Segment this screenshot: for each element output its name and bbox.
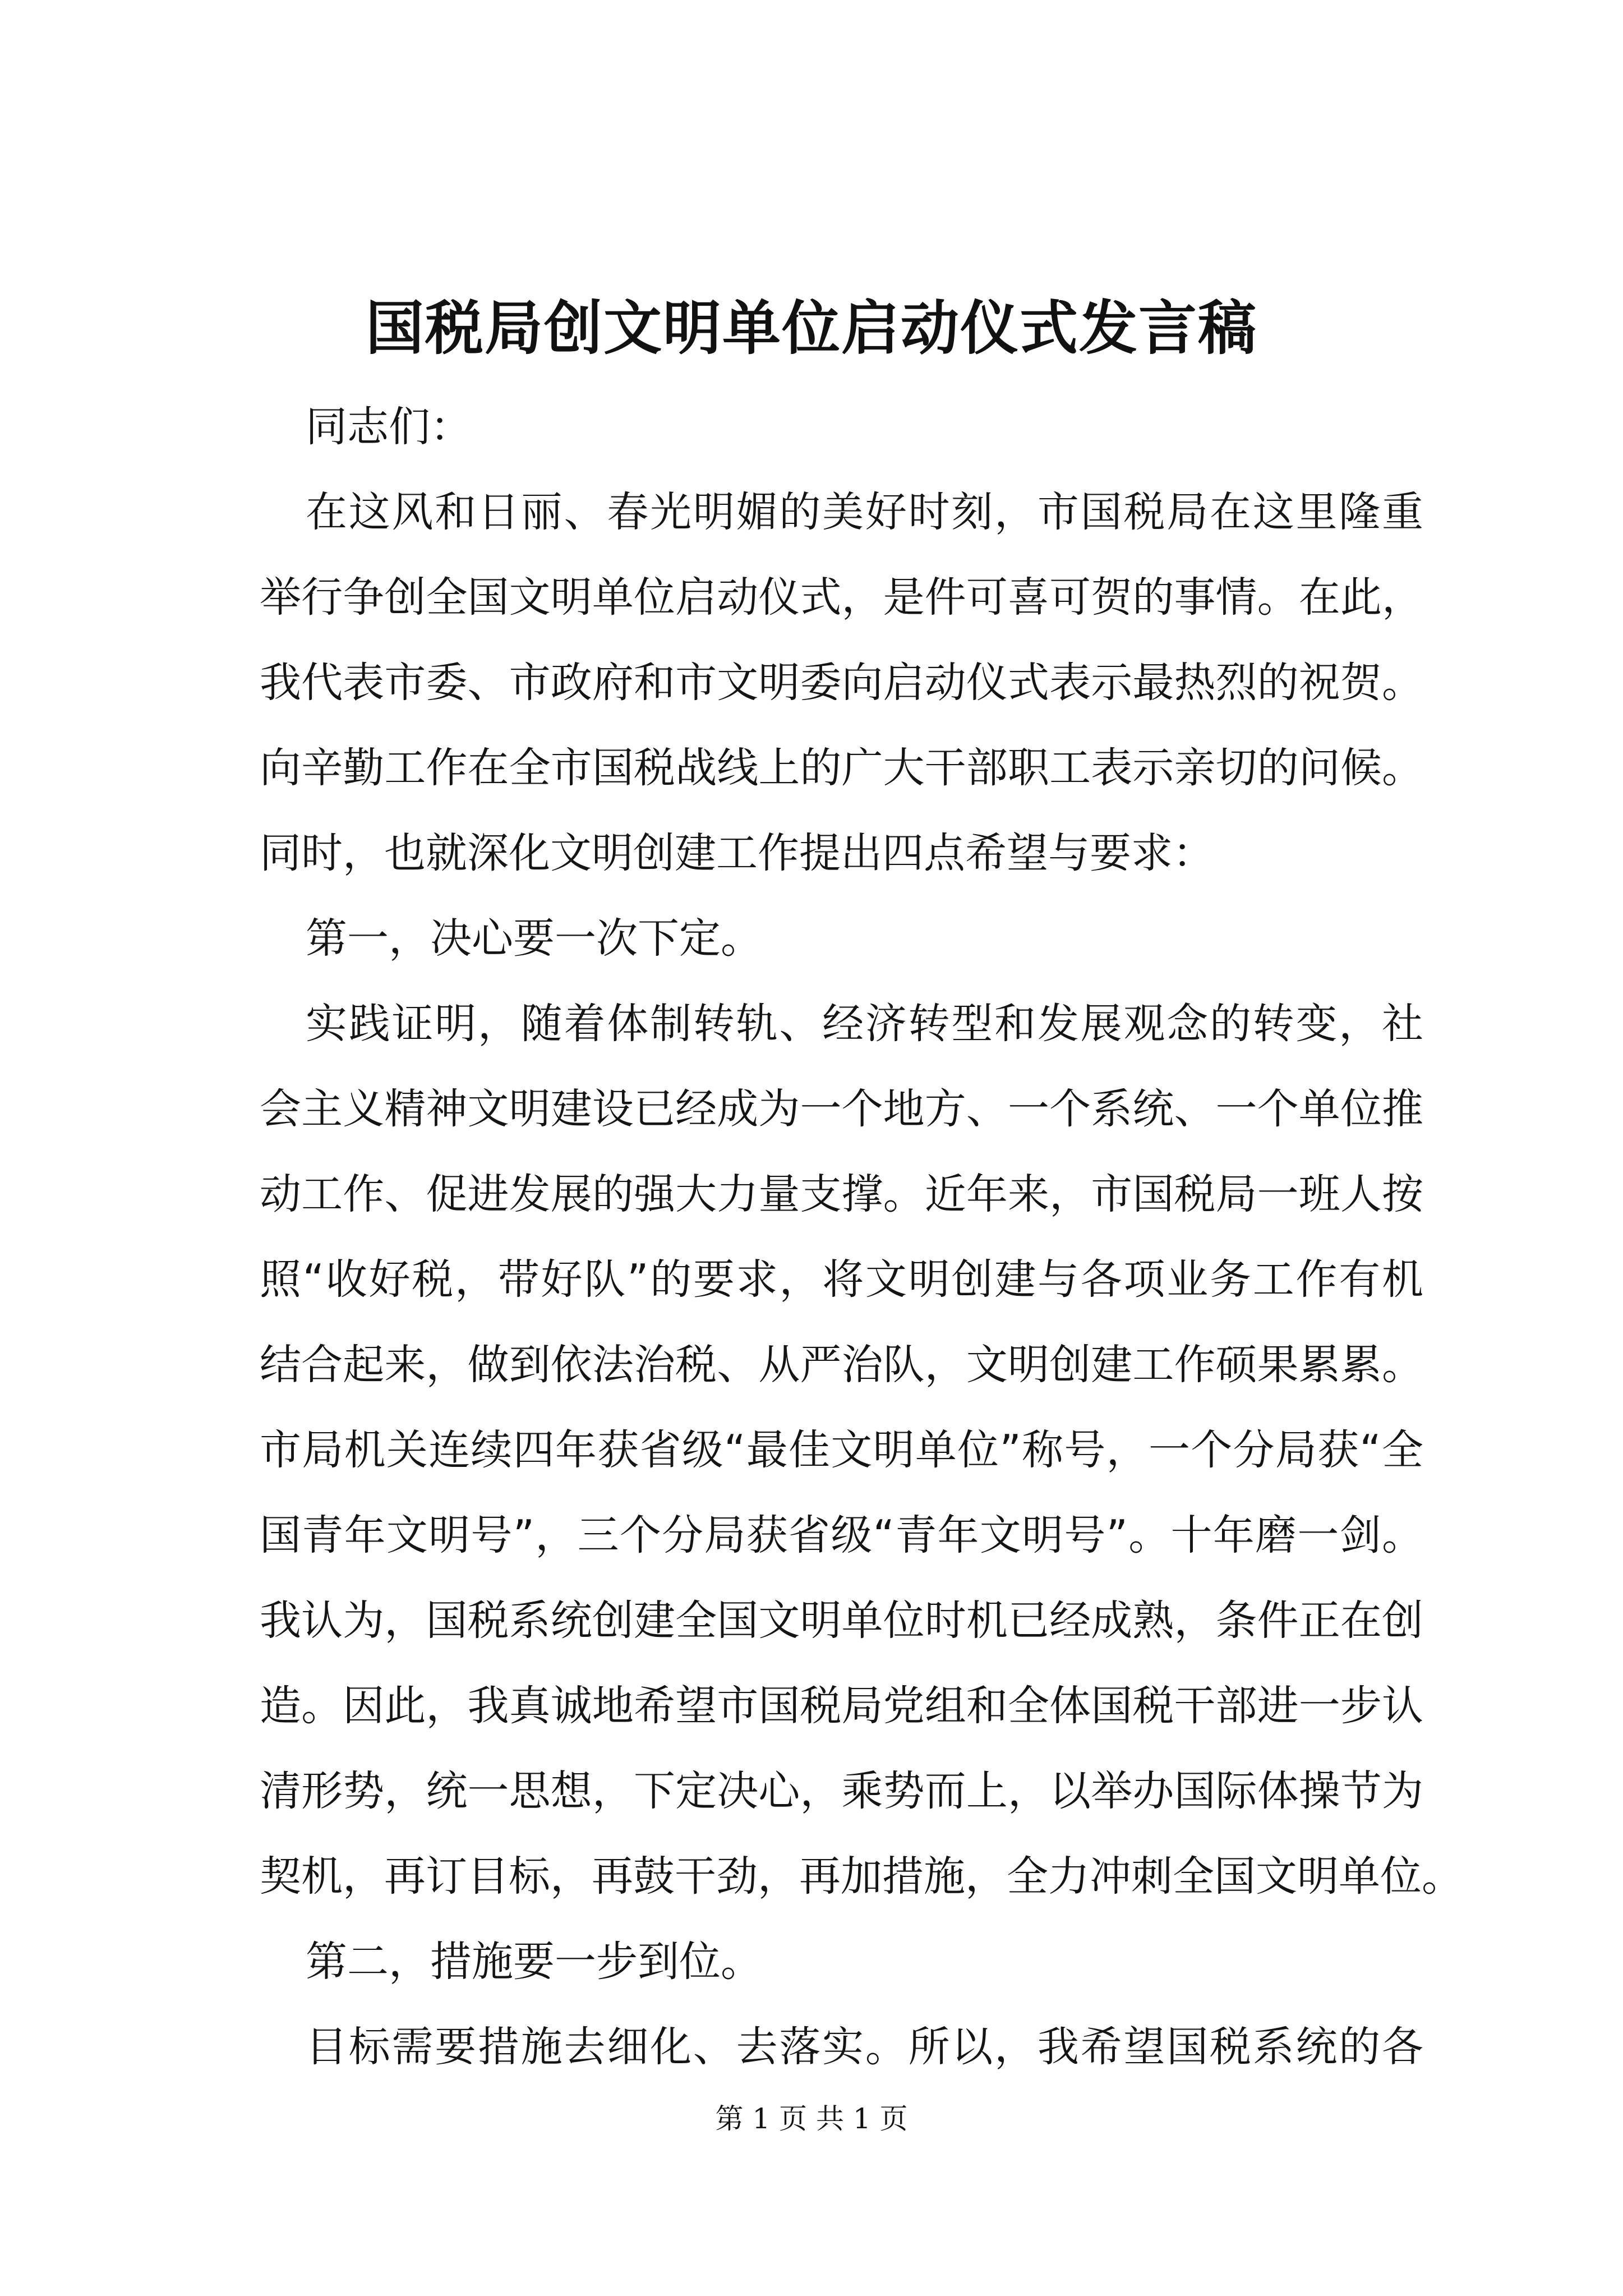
paragraph-line: 同时，也就深化文明创建工作提出四点希望与要求： [260,829,1214,877]
paragraph-line: 在这风和日丽、春光明媚的美好时刻，市国税局在这里隆重 [306,488,1423,536]
paragraph-line: 国青年文明号”，三个分局获省级“青年文明号”。十年磨一剑。 [260,1511,1423,1559]
page-number: 第 1 页 共 1 页 [715,2102,908,2135]
paragraph-line: 照“收好税，带好队”的要求，将文明创建与各项业务工作有机 [260,1255,1423,1304]
paragraph-line: 清形势，统一思想，下定决心，乘势而上，以举办国际体操节为 [260,1767,1423,1815]
paragraph-line: 目标需要措施去细化、去落实。所以，我希望国税系统的各 [306,2023,1423,2071]
paragraph-line: 向辛勤工作在全市国税战线上的广大干部职工表示亲切的问候。 [260,744,1423,792]
paragraph-line: 市局机关连续四年获省级“最佳文明单位”称号，一个分局获“全 [260,1426,1423,1474]
salutation: 同志们： [306,403,472,451]
paragraph-line: 动工作、促进发展的强大力量支撑。近年来，市国税局一班人按 [260,1170,1423,1218]
paragraph-line: 造。因此，我真诚地希望市国税局党组和全体国税干部进一步认 [260,1682,1423,1730]
paragraph-line: 结合起来，做到依法治税、从严治队，文明创建工作硕果累累。 [260,1341,1423,1389]
paragraph-line: 我代表市委、市政府和市文明委向启动仪式表示最热烈的祝贺。 [260,659,1423,707]
paragraph-line: 契机，再订目标，再鼓干劲，再加措施，全力冲刺全国文明单位。 [260,1852,1463,1901]
section-heading: 第一，决心要一次下定。 [306,914,762,963]
paragraph-line: 实践证明，随着体制转轨、经济转型和发展观念的转变，社 [306,1000,1423,1048]
paragraph-line: 举行争创全国文明单位启动仪式，是件可喜可贺的事情。在此， [260,573,1423,622]
paragraph-line: 会主义精神文明建设已经成为一个地方、一个系统、一个单位推 [260,1085,1423,1133]
section-heading: 第二，措施要一步到位。 [306,1938,762,1986]
document-title: 国税局创文明单位启动仪式发言稿 [365,293,1257,362]
paragraph-line: 我认为，国税系统创建全国文明单位时机已经成熟，条件正在创 [260,1596,1423,1645]
document-body [260,384,1463,2090]
